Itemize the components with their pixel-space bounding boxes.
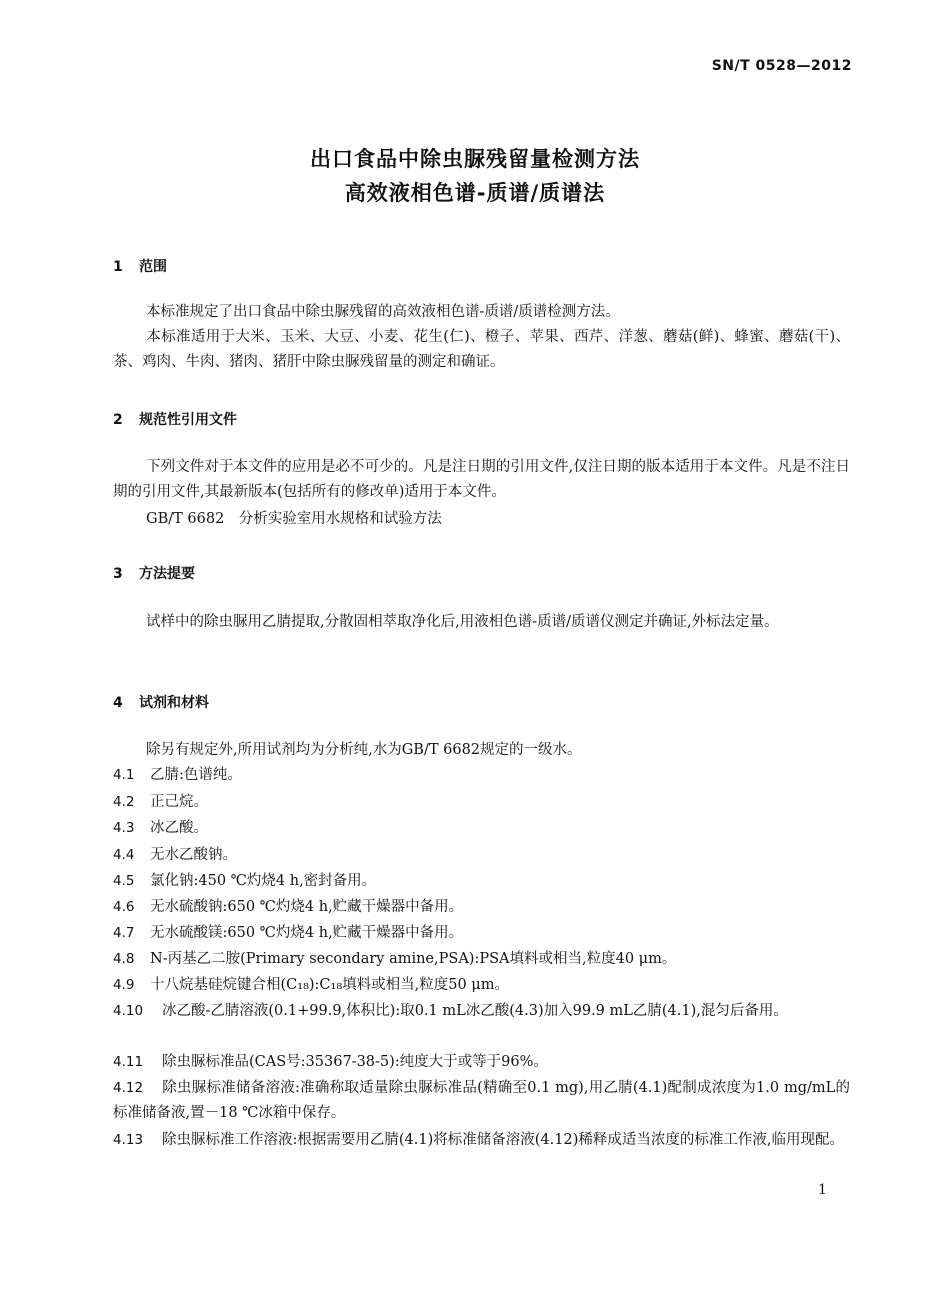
item-text: 冰乙酸-乙腈溶液(0.1+99.9,体积比):取0.1 mL冰乙酸(4.3)加入99.9 mL乙腈(4.1),混匀后备用。 — [162, 1003, 788, 1019]
document-title: 出口食品中除虫脲残留量检测方法 — [310, 147, 640, 171]
item-number: 4.12 — [113, 1080, 144, 1096]
standard-number: SN/T 0528—2012 — [711, 58, 852, 74]
section-title: 方法提要 — [139, 566, 195, 582]
item-number: 4.5 — [113, 873, 135, 889]
item-number: 4.2 — [113, 794, 135, 810]
list-item — [113, 1050, 850, 1075]
item-number: 4.9 — [113, 977, 135, 993]
paragraph — [113, 455, 850, 505]
item-text: 无水硫酸钠:650 ℃灼烧4 h,贮藏干燥器中备用。 — [150, 899, 464, 915]
paragraph — [113, 610, 850, 635]
list-item — [113, 1076, 850, 1126]
paragraph-text: 本标准规定了出口食品中除虫脲残留的高效液相色谱-质谱/质谱检测方法。 — [146, 304, 620, 320]
paragraph-text: 本标准适用于大米、玉米、大豆、小麦、花生(仁)、橙子、苹果、西芹、洋葱、蘑菇(鲜)、蜂蜜、蘑菇(干)、茶、鸡肉、牛肉、猪肉、猪肝中除虫脲残留量的测定和确证。 — [113, 329, 850, 370]
list-item — [113, 1128, 850, 1153]
list-item — [113, 869, 850, 894]
paragraph — [113, 325, 850, 375]
item-number: 4.4 — [113, 847, 135, 863]
list-item — [113, 921, 850, 946]
section-title: 规范性引用文件 — [139, 412, 237, 428]
list-item — [113, 895, 850, 920]
item-text: 十八烷基硅烷键合相(C₁₈):C₁₈填料或相当,粒度50 μm。 — [150, 977, 509, 993]
item-number: 4.8 — [113, 951, 135, 967]
paragraph-text: 下列文件对于本文件的应用是必不可少的。凡是注日期的引用文件,仅注日期的版本适用于本文件。凡是不注日期的引用文件,其最新版本(包括所有的修改单)适用于本文件。 — [113, 459, 850, 500]
section-number: 4 — [113, 695, 123, 711]
item-text: 正己烷。 — [150, 794, 208, 810]
section-heading-method-principle — [113, 563, 195, 583]
item-number: 4.6 — [113, 899, 135, 915]
section-number: 2 — [113, 412, 123, 428]
reference-entry — [113, 507, 850, 532]
item-text: 除虫脲标准工作溶液:根据需要用乙腈(4.1)将标准储备溶液(4.12)稀释成适当浓度的标准工作液,临用现配。 — [162, 1132, 844, 1148]
section-heading-scope — [113, 256, 167, 276]
section-title: 试剂和材料 — [139, 695, 209, 711]
section-number: 1 — [113, 259, 123, 275]
paragraph — [113, 738, 850, 763]
list-item — [113, 999, 850, 1024]
item-text: 无水硫酸镁:650 ℃灼烧4 h,贮藏干燥器中备用。 — [150, 925, 464, 941]
list-item — [113, 790, 850, 815]
list-item — [113, 816, 850, 841]
paragraph-text: 除另有规定外,所用试剂均为分析纯,水为GB/T 6682规定的一级水。 — [146, 742, 582, 758]
paragraph-text: 试样中的除虫脲用乙腈提取,分散固相萃取净化后,用液相色谱-质谱/质谱仪测定并确证,外标法定量。 — [146, 614, 779, 630]
item-number: 4.11 — [113, 1054, 144, 1070]
item-text: 除虫脲标准品(CAS号:35367-38-5):纯度大于或等于96%。 — [162, 1054, 548, 1070]
paragraph — [113, 300, 850, 325]
item-number: 4.7 — [113, 925, 135, 941]
section-heading-reagents — [113, 692, 209, 712]
list-item — [113, 763, 850, 788]
section-number: 3 — [113, 566, 123, 582]
list-item — [113, 947, 850, 972]
item-text: 除虫脲标准储备溶液:准确称取适量除虫脲标准品(精确至0.1 mg),用乙腈(4.1)配制成浓度为1.0 mg/mL的标准储备液,置－18 ℃冰箱中保存。 — [113, 1080, 850, 1121]
section-heading-normative-references — [113, 409, 237, 429]
section-title: 范围 — [139, 259, 167, 275]
item-number: 4.13 — [113, 1132, 144, 1148]
document-subtitle: 高效液相色谱-质谱/质谱法 — [344, 181, 606, 205]
page-number: 1 — [818, 1182, 827, 1198]
list-item — [113, 973, 850, 998]
item-text: 无水乙酸钠。 — [150, 847, 237, 863]
item-number: 4.10 — [113, 1003, 144, 1019]
item-number: 4.3 — [113, 820, 135, 836]
item-text: 冰乙酸。 — [150, 820, 208, 836]
item-text: 乙腈:色谱纯。 — [150, 767, 242, 783]
item-number: 4.1 — [113, 767, 135, 783]
reference-text: GB/T 6682 分析实验室用水规格和试验方法 — [146, 511, 442, 527]
list-item — [113, 843, 850, 868]
item-text: 氯化钠:450 ℃灼烧4 h,密封备用。 — [150, 873, 377, 889]
item-text: N-丙基乙二胺(Primary secondary amine,PSA):PSA填料或相当,粒度40 μm。 — [150, 951, 677, 967]
